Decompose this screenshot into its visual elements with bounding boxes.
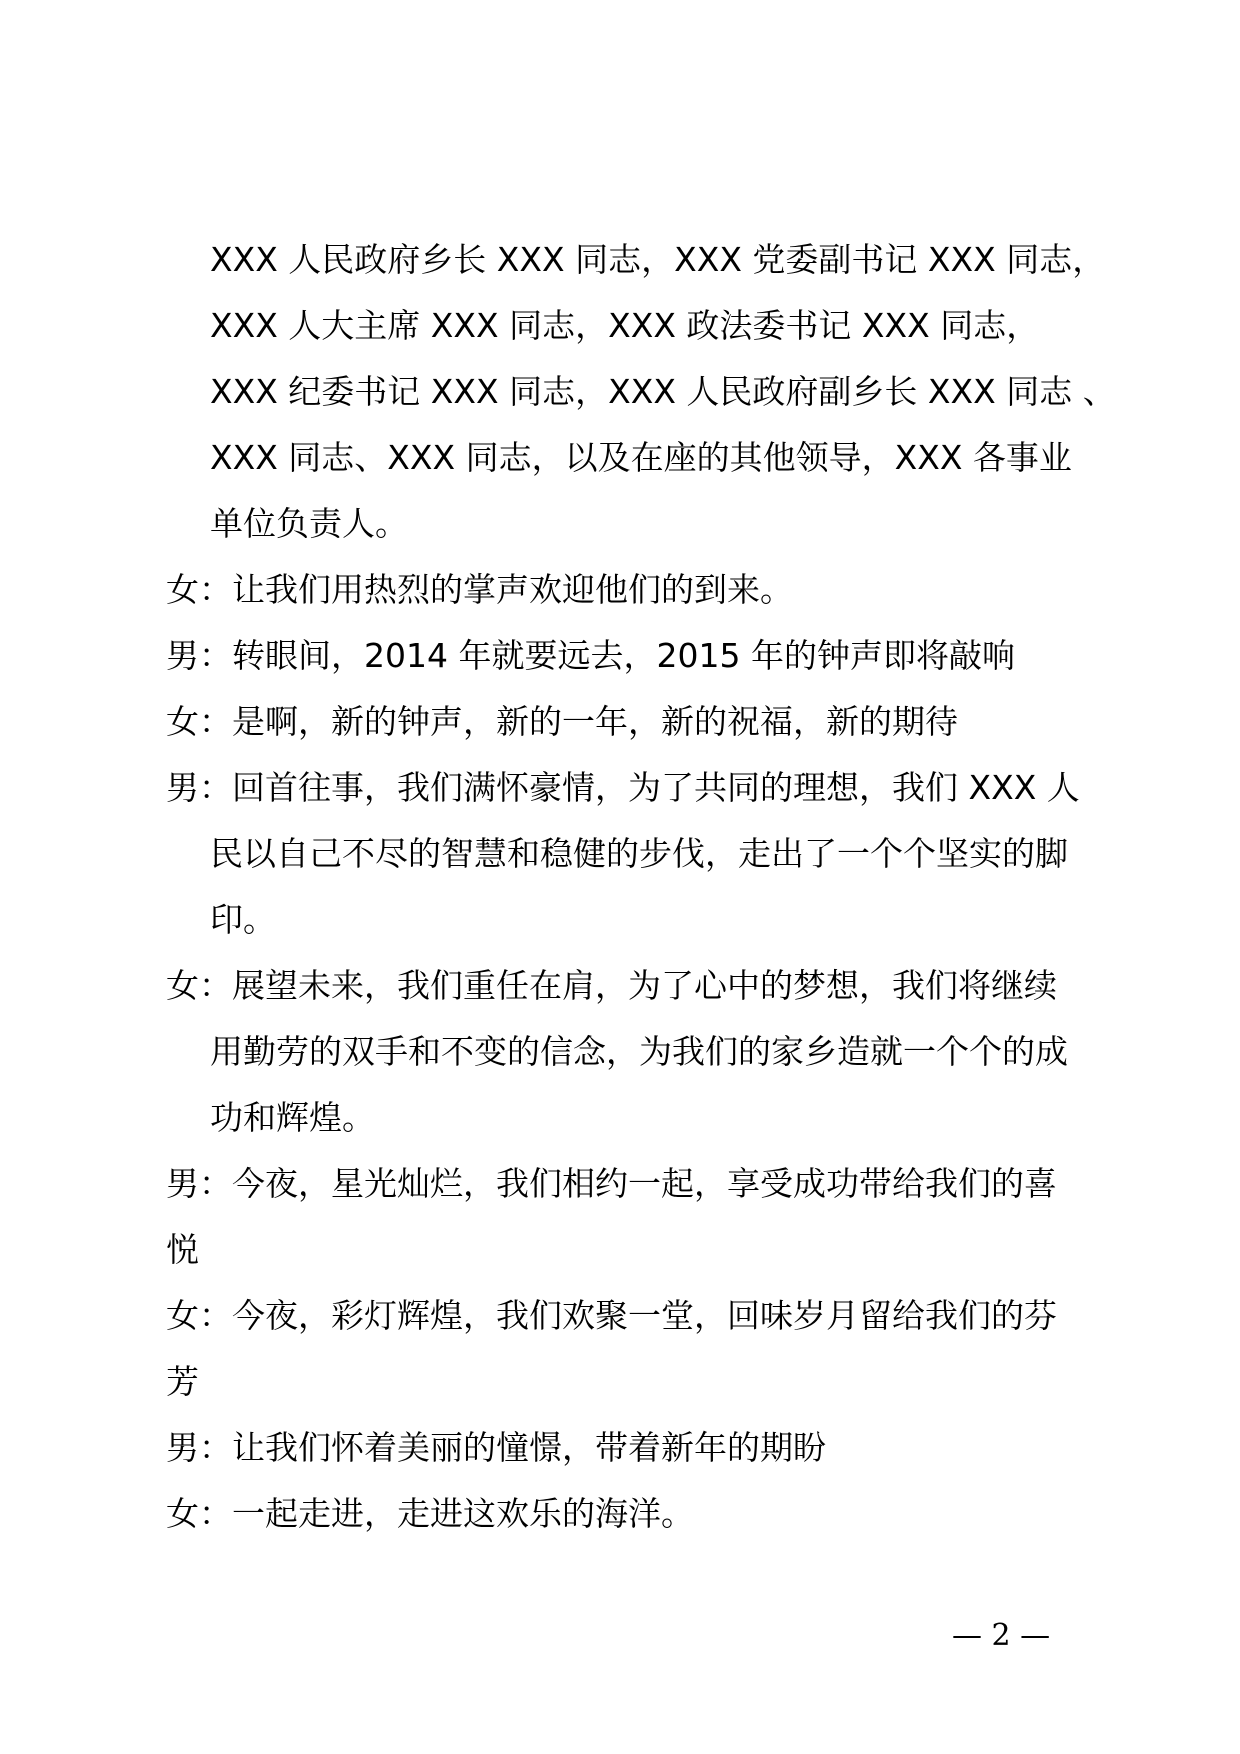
dialogue-line-female: 女：一起走进，走进这欢乐的海洋。 (166, 1494, 694, 1533)
text-line: 民以自己不尽的智慧和稳健的步伐，走出了一个个坚实的脚 (210, 834, 1068, 873)
dialogue-line-male: 男：转眼间，2014 年就要远去，2015 年的钟声即将敲响 (166, 636, 1015, 675)
page-number: — 2 — (952, 1618, 1051, 1653)
text-line: 用勤劳的双手和不变的信念，为我们的家乡造就一个个的成 (210, 1032, 1068, 1071)
text-line: XXX 同志、XXX 同志，以及在座的其他领导，XXX 各事业 (210, 438, 1072, 477)
document-body (166, 227, 1126, 1547)
dialogue-line-female: 女：让我们用热烈的掌声欢迎他们的到来。 (166, 570, 793, 609)
text-line: 单位负责人。 (210, 504, 408, 543)
text-line: XXX 人大主席 XXX 同志，XXX 政法委书记 XXX 同志， (210, 306, 1040, 345)
text-line: XXX 纪委书记 XXX 同志，XXX 人民政府副乡长 XXX 同志 、 (210, 372, 1116, 411)
text-line: 悦 (166, 1230, 199, 1269)
text-line: 芳 (166, 1362, 199, 1401)
text-line: 功和辉煌。 (210, 1098, 375, 1137)
dialogue-line-male: 男：让我们怀着美丽的憧憬，带着新年的期盼 (166, 1428, 826, 1467)
text-line: 印。 (210, 900, 276, 939)
dialogue-line-female: 女：展望未来，我们重任在肩，为了心中的梦想，我们将继续 (166, 966, 1057, 1005)
dialogue-line-female: 女：是啊，新的钟声，新的一年，新的祝福，新的期待 (166, 702, 958, 741)
dialogue-line-female: 女：今夜，彩灯辉煌，我们欢聚一堂，回味岁月留给我们的芬 (166, 1296, 1057, 1335)
dialogue-line-male: 男：回首往事，我们满怀豪情，为了共同的理想，我们 XXX 人 (166, 768, 1080, 807)
text-line: XXX 人民政府乡长 XXX 同志，XXX 党委副书记 XXX 同志， (210, 240, 1106, 279)
dialogue-line-male: 男：今夜，星光灿烂，我们相约一起，享受成功带给我们的喜 (166, 1164, 1057, 1203)
